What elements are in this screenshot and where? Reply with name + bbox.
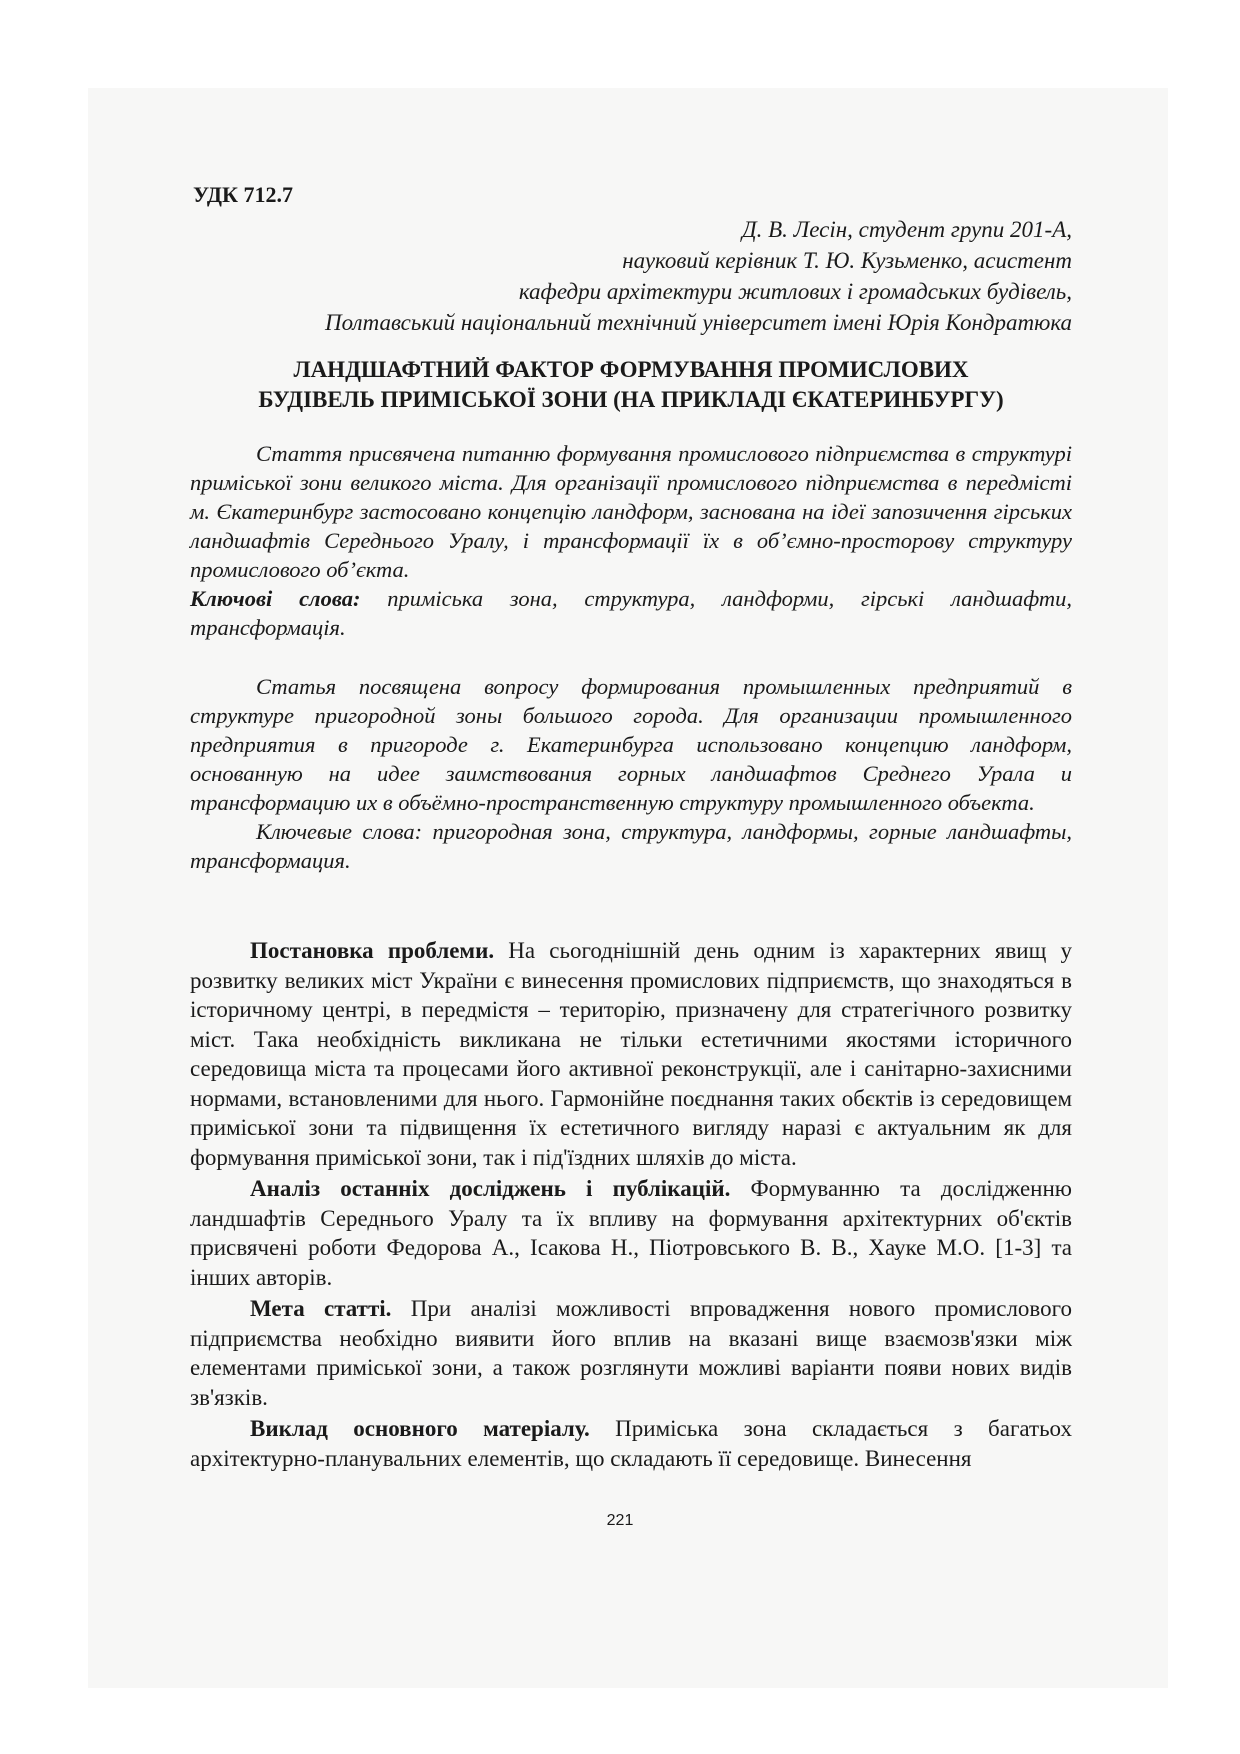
abstract-russian xyxy=(190,672,1072,875)
paragraph xyxy=(190,936,1072,1172)
section-heading: Виклад основного матеріалу. xyxy=(250,1416,590,1441)
paragraph-text: Приміська зона складається з багатьох архітектурно-планувальних елементів, що складають її середовище. Винесення xyxy=(190,1416,1072,1471)
keywords-list: пригородная зона, структура, ландформы, горные ландшафты, трансформация. xyxy=(190,819,1072,873)
author-line: Полтавський національний технічний університет імені Юрія Кондратюка xyxy=(325,310,1072,335)
author-line: Д. В. Лесін, студент групи 201-А, xyxy=(741,217,1072,242)
section-heading: Мета статті. xyxy=(250,1296,392,1321)
keywords xyxy=(190,584,1072,642)
keywords-label: Ключові слова: xyxy=(190,586,361,611)
paragraph xyxy=(190,1174,1072,1292)
keywords xyxy=(190,817,1072,875)
paragraph xyxy=(190,1414,1072,1473)
abstract-ukrainian xyxy=(190,439,1072,642)
author-block xyxy=(190,214,1072,338)
title-line: ЛАНДШАФТНИЙ ФАКТОР ФОРМУВАННЯ ПРОМИСЛОВИХ xyxy=(293,357,969,382)
udc-code: УДК 712.7 xyxy=(193,182,294,207)
page-number: 221 xyxy=(606,1512,634,1529)
section-heading: Постановка проблеми. xyxy=(250,938,495,963)
article-body xyxy=(190,936,1072,1473)
author-line: кафедри архітектури житлових і громадських будівель, xyxy=(518,279,1072,304)
paragraph xyxy=(190,1294,1072,1412)
author-line: науковий керівник Т. Ю. Кузьменко, асистент xyxy=(622,248,1072,273)
keywords-label: Ключевые слова: xyxy=(256,819,423,844)
article-title xyxy=(190,355,1072,415)
abstract-text: Стаття присвячена питанню формування промислового підприємства в структурі приміської зони великого міста. Для організації промислового підприємства в передмісті м. Єкатеринбург застосовано концепцію ландформ, заснована на ідеї запозичення гірських ландшафтів Середнього Уралу, і трансформації їх в об’ємно-просторову структуру промислового об’єкта. xyxy=(190,441,1072,582)
section-heading: Аналіз останніх досліджень і публікацій. xyxy=(250,1176,731,1201)
abstract-text: Статья посвящена вопросу формирования промышленных предприятий в структуре пригородной зоны большого города. Для организации промышленного предприятия в пригороде г. Екатеринбурга использовано концепцию ландформ, основанную на идее заимствования горных ландшафтов Среднего Урала и трансформацию их в объёмно-пространственную структуру промышленного объекта. xyxy=(190,674,1072,815)
paragraph-text: При аналізі можливості впровадження нового промислового підприємства необхідно виявити його вплив на вказані вище взаємозв'язки між елементами приміської зони, а також розглянути можливі варіанти появи нових видів зв'язків. xyxy=(190,1296,1072,1410)
title-line: БУДІВЕЛЬ ПРИМІСЬКОЇ ЗОНИ (НА ПРИКЛАДІ ЄКАТЕРИНБУРГУ) xyxy=(258,387,1004,412)
paragraph-text: На сьогоднішній день одним із характерних явищ у розвитку великих міст України є винесення промислових підприємств, що знаходяться в історичному центрі, в передмістя – територію, призначену для стратегічного розвитку міст. Така необхідність викликана не тільки естетичними якостями історичного середовища міста та процесами його активної реконструкції, але і санітарно-захисними нормами, встановленими для нього. Гармонійне поєднання таких обєктів із середовищем приміської зони та підвищення їх естетичного вигляду наразі є актуальним як для формування приміської зони, так і під'їздних шляхів до міста. xyxy=(190,938,1072,1170)
keywords-list: приміська зона, структура, ландформи, гірські ландшафти, трансформація. xyxy=(190,586,1072,640)
paragraph-text: Формуванню та дослідженню ландшафтів Середнього Уралу та їх впливу на формування архітектурних об'єктів присвячені роботи Федорова А., Ісакова Н., Піотровського В. В., Хауке М.О. [1-3] та інших авторів. xyxy=(190,1176,1072,1290)
